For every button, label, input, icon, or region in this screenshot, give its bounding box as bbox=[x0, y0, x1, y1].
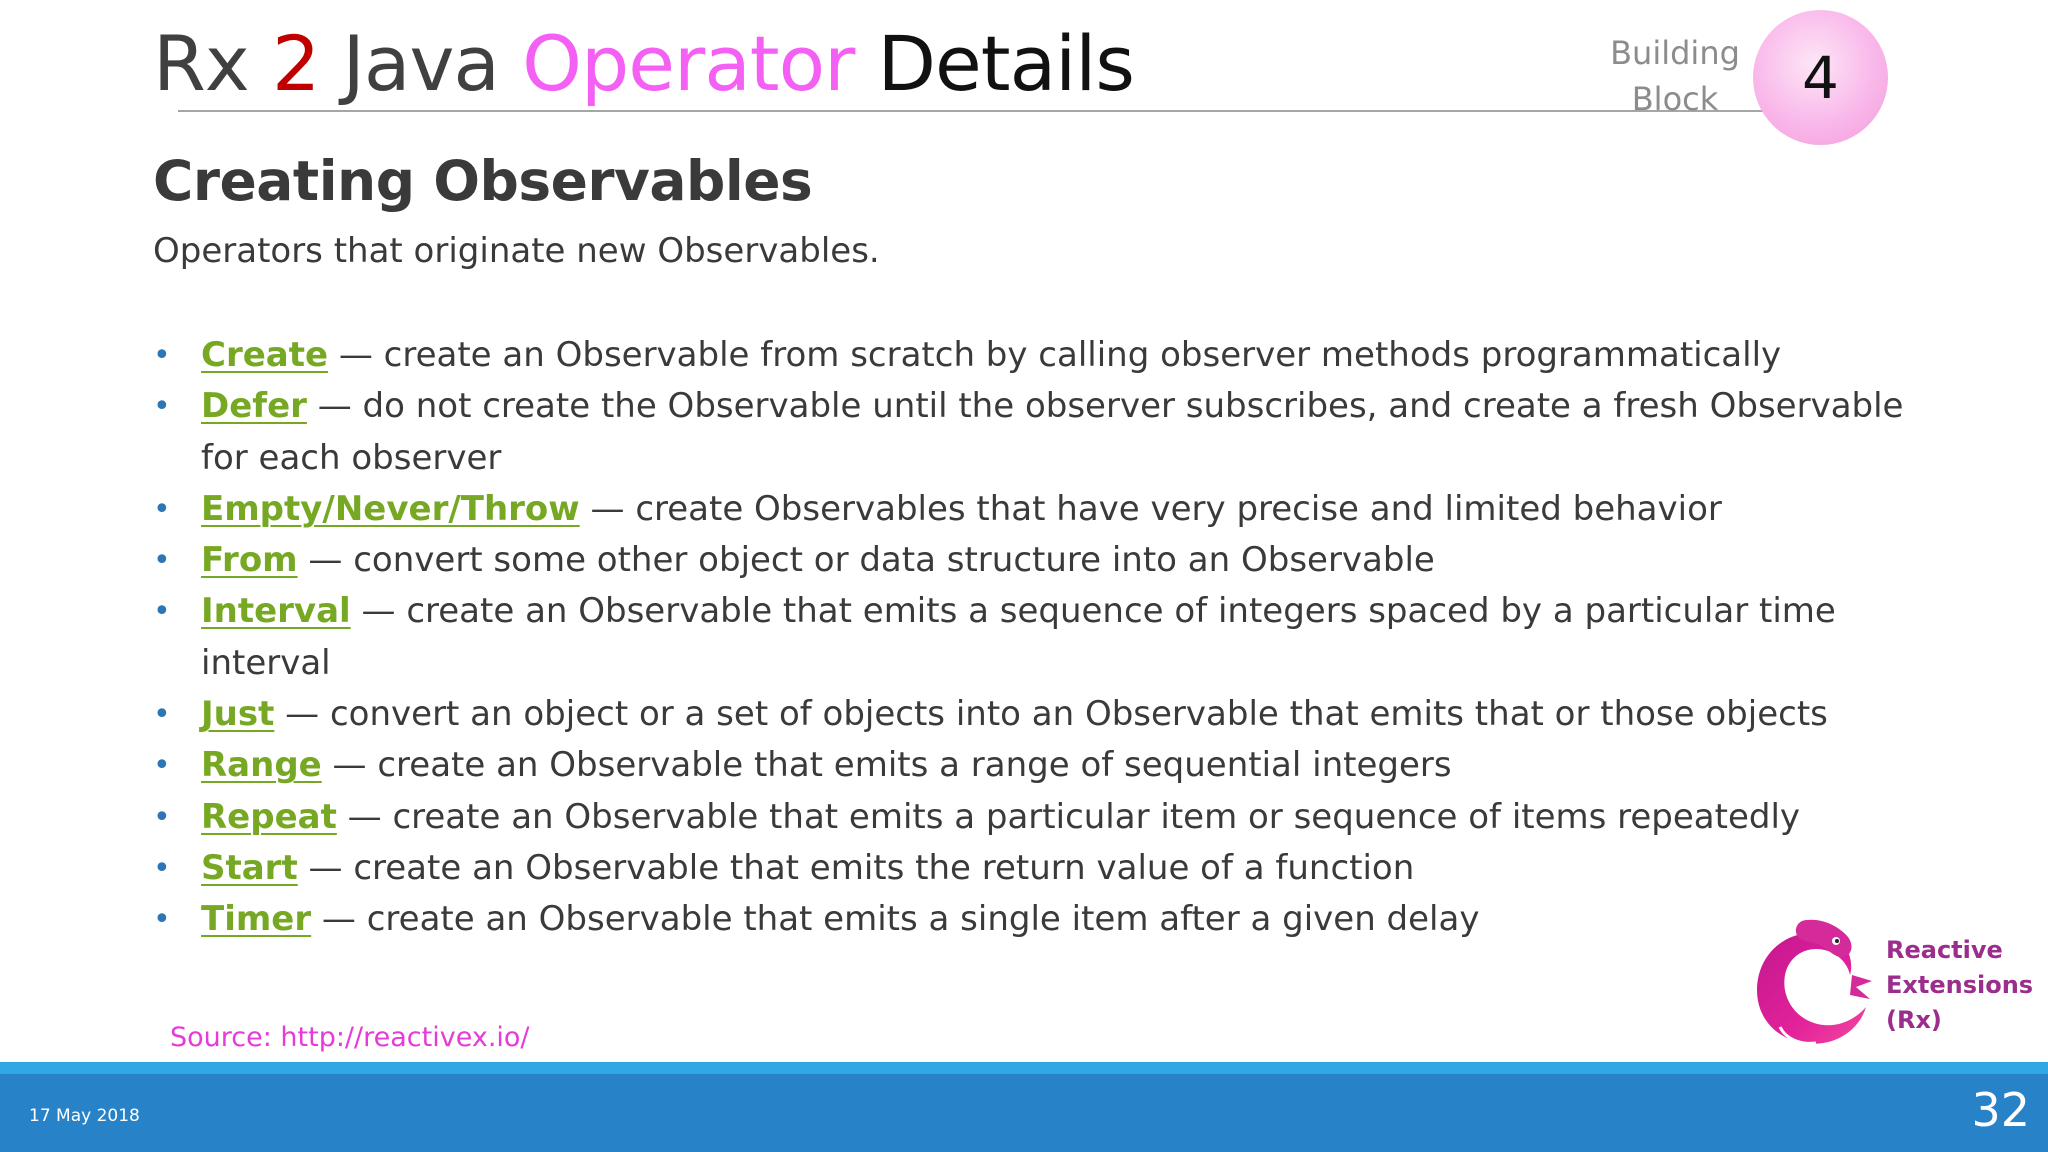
dash: — bbox=[350, 591, 407, 632]
operator-description: create Observables that have very precise and limited behavior bbox=[635, 488, 1722, 529]
list-item bbox=[153, 535, 1961, 586]
operator-description: create an Observable that emits the return value of a function bbox=[353, 847, 1415, 888]
dash: — bbox=[297, 540, 354, 581]
building-block-label-line1: Building bbox=[1610, 34, 1740, 72]
footer-date: 17 May 2018 bbox=[29, 1106, 140, 1126]
list-item bbox=[153, 689, 1961, 740]
reactivex-logo-text bbox=[1886, 933, 2033, 1038]
dash: — bbox=[311, 899, 367, 940]
operator-link-timer[interactable]: Timer bbox=[201, 899, 312, 940]
bullet-icon: • bbox=[153, 491, 171, 527]
title-divider bbox=[178, 110, 1763, 112]
list-item bbox=[153, 894, 1961, 945]
operator-link-create[interactable]: Create bbox=[201, 335, 329, 375]
list-item bbox=[153, 586, 1961, 689]
dash: — bbox=[297, 847, 354, 888]
list-item bbox=[153, 484, 1961, 535]
list-item bbox=[153, 381, 1961, 484]
list-item bbox=[153, 740, 1961, 791]
logo-line2: Extensions bbox=[1886, 971, 2034, 999]
dash: — bbox=[336, 796, 393, 837]
bullet-icon: • bbox=[153, 697, 171, 733]
operator-description: do not create the Observable until the observer subscribes, and create a fresh Observable for each observer bbox=[201, 386, 1904, 478]
footer-bar bbox=[0, 1074, 2048, 1152]
slide-title bbox=[153, 16, 1134, 112]
list-item bbox=[153, 792, 1961, 843]
dash: — bbox=[274, 694, 330, 735]
operator-description: convert an object or a set of objects into an Observable that emits that or those objects bbox=[329, 694, 1828, 735]
footer-stripe bbox=[0, 1062, 2048, 1074]
logo-line3: (Rx) bbox=[1886, 1006, 1942, 1034]
operator-link-range[interactable]: Range bbox=[201, 745, 322, 786]
logo-line1: Reactive bbox=[1886, 936, 2003, 964]
dash: — bbox=[328, 335, 384, 375]
operator-link-repeat[interactable]: Repeat bbox=[201, 796, 337, 837]
dash: — bbox=[579, 488, 636, 529]
reactivex-eel-icon bbox=[1740, 915, 1880, 1055]
bullet-icon: • bbox=[153, 902, 171, 938]
operator-list bbox=[153, 330, 1904, 946]
bullet-icon: • bbox=[153, 338, 171, 373]
section-heading: Creating Observables bbox=[153, 149, 813, 213]
slide-number: 32 bbox=[1971, 1083, 2030, 1137]
title-java: Java bbox=[319, 19, 523, 108]
bullet-icon: • bbox=[153, 799, 171, 835]
operator-link-defer[interactable]: Defer bbox=[201, 386, 307, 427]
reactivex-logo bbox=[1740, 915, 2040, 1055]
list-item bbox=[153, 330, 1961, 381]
bullet-icon: • bbox=[153, 594, 171, 630]
bullet-icon: • bbox=[153, 543, 171, 579]
operator-link-empty-never-throw[interactable]: Empty/Never/Throw bbox=[201, 488, 580, 529]
building-block-number-badge: 4 bbox=[1753, 10, 1888, 145]
dash: — bbox=[321, 745, 378, 786]
building-block-label-line2: Block bbox=[1631, 80, 1719, 118]
bullet-icon: • bbox=[153, 850, 171, 886]
operator-link-from[interactable]: From bbox=[201, 540, 298, 581]
operator-description: create an Observable that emits a range of sequential integers bbox=[377, 745, 1452, 786]
list-item bbox=[153, 843, 1961, 894]
bullet-icon: • bbox=[153, 748, 171, 784]
title-operator: Operator bbox=[522, 19, 855, 108]
title-details: Details bbox=[854, 19, 1134, 108]
operator-description: create an Observable from scratch by calling observer methods programmatically bbox=[383, 335, 1782, 375]
operator-link-just[interactable]: Just bbox=[201, 694, 275, 735]
operator-description: create an Observable that emits a sequence of integers spaced by a particular time interval bbox=[201, 591, 1836, 683]
source-link[interactable]: Source: http://reactivex.io/ bbox=[170, 1022, 530, 1053]
section-subheading: Operators that originate new Observables. bbox=[153, 231, 880, 271]
operator-description: create an Observable that emits a single item after a given delay bbox=[366, 899, 1480, 940]
operator-description: convert some other object or data structure into an Observable bbox=[353, 540, 1435, 581]
title-version: 2 bbox=[271, 19, 320, 108]
operator-link-start[interactable]: Start bbox=[201, 847, 298, 888]
operator-link-interval[interactable]: Interval bbox=[201, 591, 351, 632]
operator-description: create an Observable that emits a particular item or sequence of items repeatedly bbox=[392, 796, 1801, 837]
dash: — bbox=[306, 386, 363, 427]
bullet-icon: • bbox=[153, 389, 171, 425]
title-rx: Rx bbox=[153, 19, 272, 108]
building-block-label bbox=[1595, 30, 1755, 122]
